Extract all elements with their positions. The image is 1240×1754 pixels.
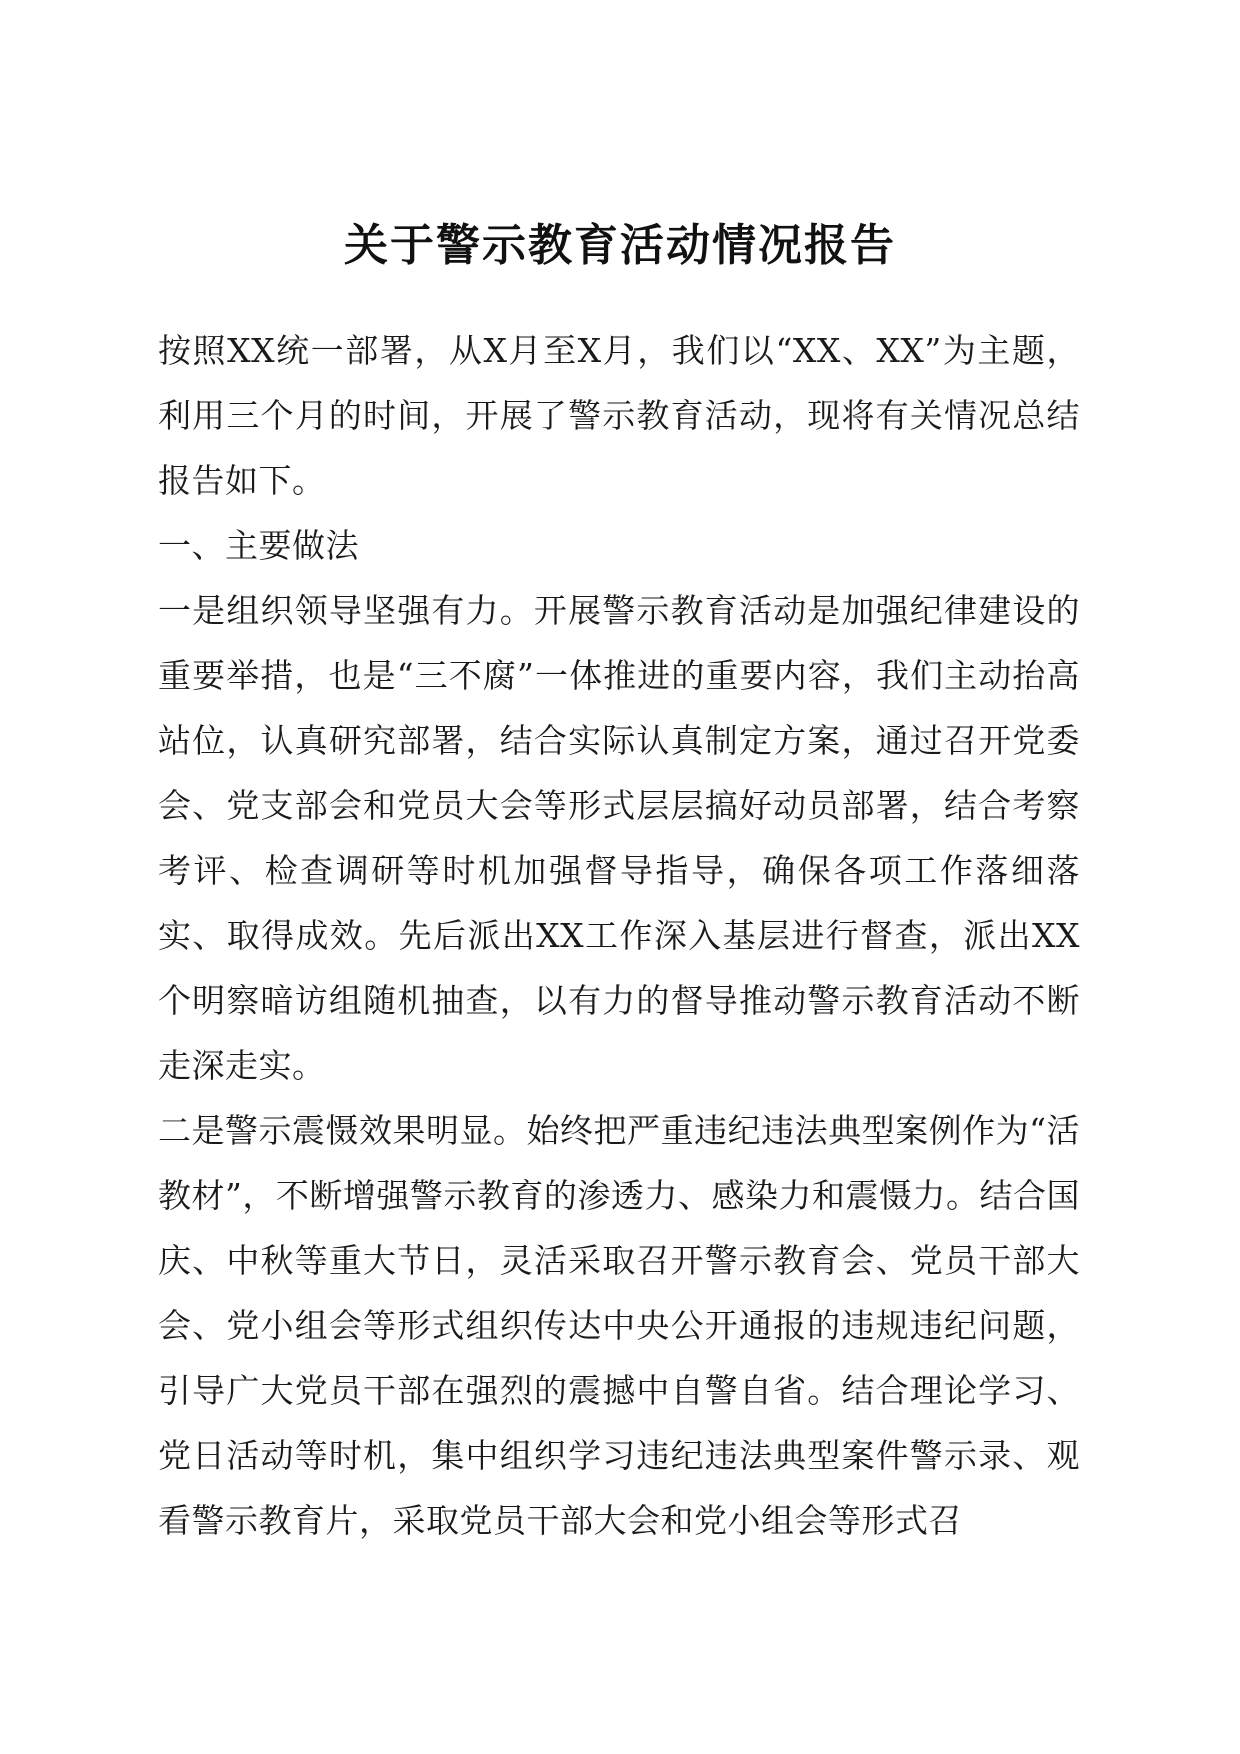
document-title: 关于警示教育活动情况报告 [344,220,896,271]
intro-paragraph: 按照XX统一部署，从X月至X月，我们以“XX、XX”为主题，利用三个月的时间，开展了警示教育活动，现将有关情况总结报告如下。 [158,331,1080,500]
body-paragraph: 二是警示震慑效果明显。始终把严重违纪违法典型案例作为“活教材”，不断增强警示教育的渗透力、感染力和震慑力。结合国庆、中秋等重大节日，灵活采取召开警示教育会、党员干部大会、党小组会等形式组织传达中央公开通报的违规违纪问题，引导广大党员干部在强烈的震撼中自警自省。结合理论学习、党日活动等时机，集中组织学习违纪违法典型案件警示录、观看警示教育片，采取党员干部大会和党小组会等形式召 [158,1111,1080,1540]
body-paragraph: 一是组织领导坚强有力。开展警示教育活动是加强纪律建设的重要举措，也是“三不腐”一体推进的重要内容，我们主动抬高站位，认真研究部署，结合实际认真制定方案，通过召开党委会、党支部会和党员大会等形式层层搞好动员部署，结合考察考评、检查调研等时机加强督导指导，确保各项工作落细落实、取得成效。先后派出XX工作深入基层进行督查，派出XX个明察暗访组随机抽查，以有力的督导推动警示教育活动不断走深走实。 [158,591,1080,1085]
document-body [158,318,1080,1553]
section-heading: 一、主要做法 [158,526,359,565]
